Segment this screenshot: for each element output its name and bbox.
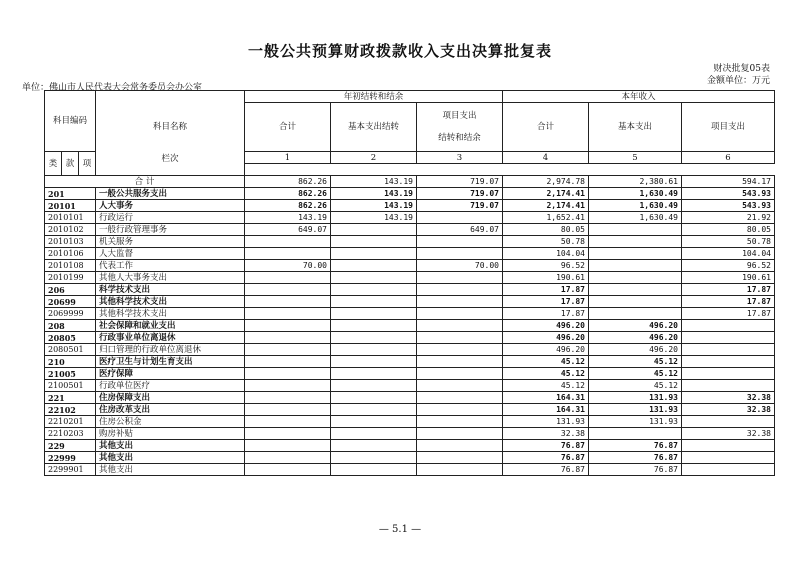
row-name: 社会保障和就业支出	[96, 320, 245, 332]
row-c4: 80.05	[503, 224, 589, 236]
row-name: 人大事务	[96, 200, 245, 212]
table-row	[45, 308, 775, 320]
header-col3: 3	[417, 152, 503, 164]
page-footer: — 5.1 —	[378, 524, 422, 535]
row-c6: 32.38	[682, 392, 775, 404]
row-c4: 131.93	[503, 416, 589, 428]
row-c4: 1,652.41	[503, 212, 589, 224]
row-c4: 96.52	[503, 260, 589, 272]
row-code: 2010103	[45, 236, 96, 248]
row-c1: 862.26	[245, 188, 331, 200]
header-subject-code: 科目编码	[45, 91, 96, 152]
row-c4: 17.87	[503, 308, 589, 320]
row-c2: 143.19	[331, 212, 417, 224]
row-c6: 17.87	[682, 308, 775, 320]
row-c6: 32.38	[682, 428, 775, 440]
row-c2: 143.19	[331, 188, 417, 200]
row-c6: 17.87	[682, 284, 775, 296]
total-c4: 2,974.78	[503, 176, 589, 188]
table-row	[45, 224, 775, 236]
row-c5: 131.93	[589, 392, 682, 404]
row-name: 住房保障支出	[96, 392, 245, 404]
header-project-carry-line2: 结转和结余	[438, 133, 481, 143]
row-c5: 496.20	[589, 320, 682, 332]
table-body	[45, 176, 775, 476]
header-lei: 类	[45, 152, 62, 176]
page-title: 一般公共预算财政拨款收入支出决算批复表	[247, 42, 552, 60]
row-c2	[331, 248, 417, 260]
header-group-current: 本年收入	[503, 91, 775, 103]
row-c1	[245, 308, 331, 320]
row-c3	[417, 380, 503, 392]
table-row	[45, 428, 775, 440]
row-c2	[331, 404, 417, 416]
row-c5: 131.93	[589, 404, 682, 416]
table-row	[45, 272, 775, 284]
total-c2: 143.19	[331, 176, 417, 188]
table-row	[45, 284, 775, 296]
row-c1	[245, 404, 331, 416]
table-row	[45, 404, 775, 416]
table-row	[45, 440, 775, 452]
row-c5: 131.93	[589, 416, 682, 428]
row-name: 人大监督	[96, 248, 245, 260]
header-col6: 6	[682, 152, 775, 164]
row-c3	[417, 284, 503, 296]
row-c2	[331, 320, 417, 332]
table-row	[45, 356, 775, 368]
row-c4: 496.20	[503, 344, 589, 356]
row-c6	[682, 356, 775, 368]
row-c4: 45.12	[503, 356, 589, 368]
row-name: 住房改革支出	[96, 404, 245, 416]
table-row	[45, 260, 775, 272]
row-c5	[589, 236, 682, 248]
table-row	[45, 368, 775, 380]
row-code: 20101	[45, 200, 96, 212]
row-c4: 32.38	[503, 428, 589, 440]
row-c5	[589, 296, 682, 308]
row-c3	[417, 428, 503, 440]
row-name: 机关服务	[96, 236, 245, 248]
row-code: 206	[45, 284, 96, 296]
header-subject-name: 科目名称	[96, 91, 245, 164]
row-c4: 76.87	[503, 464, 589, 476]
row-c1	[245, 368, 331, 380]
row-c3: 70.00	[417, 260, 503, 272]
table-row	[45, 236, 775, 248]
row-code: 2100501	[45, 380, 96, 392]
row-name: 购房补贴	[96, 428, 245, 440]
table-row	[45, 392, 775, 404]
row-c5: 45.12	[589, 380, 682, 392]
row-c1	[245, 248, 331, 260]
row-c2	[331, 356, 417, 368]
row-c4: 496.20	[503, 332, 589, 344]
row-name: 其他科学技术支出	[96, 296, 245, 308]
row-c3	[417, 452, 503, 464]
form-number: 财决批复05表	[713, 64, 770, 74]
row-code: 20699	[45, 296, 96, 308]
row-c2	[331, 452, 417, 464]
row-c4: 104.04	[503, 248, 589, 260]
row-c5	[589, 260, 682, 272]
header-lanci: 栏次	[96, 153, 245, 165]
row-c6: 96.52	[682, 260, 775, 272]
row-c1	[245, 344, 331, 356]
row-c5: 76.87	[589, 452, 682, 464]
row-c2	[331, 272, 417, 284]
row-c5	[589, 248, 682, 260]
row-c1	[245, 332, 331, 344]
row-c2	[331, 440, 417, 452]
row-c1	[245, 452, 331, 464]
row-c1	[245, 416, 331, 428]
row-c2	[331, 236, 417, 248]
row-c3	[417, 332, 503, 344]
row-c2	[331, 392, 417, 404]
row-c6	[682, 464, 775, 476]
row-c2	[331, 428, 417, 440]
row-c6: 190.61	[682, 272, 775, 284]
row-name: 医疗卫生与计划生育支出	[96, 356, 245, 368]
header-project-carry-line1: 项目支出	[442, 111, 477, 121]
table-row	[45, 452, 775, 464]
row-c3	[417, 212, 503, 224]
header-col2: 2	[331, 152, 417, 164]
row-c1	[245, 356, 331, 368]
row-name: 行政事业单位离退休	[96, 332, 245, 344]
total-row	[45, 176, 775, 188]
row-code: 2080501	[45, 344, 96, 356]
row-c6: 17.87	[682, 296, 775, 308]
row-c4: 496.20	[503, 320, 589, 332]
row-code: 208	[45, 320, 96, 332]
row-code: 2010102	[45, 224, 96, 236]
row-c4: 190.61	[503, 272, 589, 284]
row-name: 医疗保障	[96, 368, 245, 380]
table-header	[45, 91, 775, 176]
header-basic-expense: 基本支出	[589, 103, 682, 152]
row-c2	[331, 344, 417, 356]
row-c3	[417, 236, 503, 248]
row-c6	[682, 440, 775, 452]
row-c1: 862.26	[245, 200, 331, 212]
row-c5	[589, 428, 682, 440]
header-col1: 1	[245, 152, 331, 164]
row-code: 2210201	[45, 416, 96, 428]
row-c6	[682, 416, 775, 428]
row-name: 其他人大事务支出	[96, 272, 245, 284]
header-project-carry	[417, 103, 503, 152]
table-row	[45, 248, 775, 260]
row-c3	[417, 320, 503, 332]
row-code: 2299901	[45, 464, 96, 476]
row-c2	[331, 296, 417, 308]
row-c4: 45.12	[503, 368, 589, 380]
row-c4: 2,174.41	[503, 188, 589, 200]
row-c6	[682, 452, 775, 464]
table-row	[45, 296, 775, 308]
row-c3	[417, 404, 503, 416]
row-c4: 76.87	[503, 452, 589, 464]
row-c1	[245, 296, 331, 308]
row-c3: 719.07	[417, 188, 503, 200]
table-row	[45, 332, 775, 344]
row-c4: 17.87	[503, 296, 589, 308]
row-c1	[245, 284, 331, 296]
row-name: 归口管理的行政单位离退休	[96, 344, 245, 356]
row-c1	[245, 464, 331, 476]
row-code: 21005	[45, 368, 96, 380]
row-c2	[331, 332, 417, 344]
row-c6: 80.05	[682, 224, 775, 236]
row-code: 22999	[45, 452, 96, 464]
row-code: 201	[45, 188, 96, 200]
row-c3	[417, 416, 503, 428]
row-c3	[417, 368, 503, 380]
header-total2: 合计	[503, 103, 589, 152]
header-total: 合计	[245, 103, 331, 152]
row-code: 2210203	[45, 428, 96, 440]
row-c3	[417, 296, 503, 308]
row-c6: 32.38	[682, 404, 775, 416]
row-c1: 649.07	[245, 224, 331, 236]
row-c3	[417, 272, 503, 284]
row-c2	[331, 368, 417, 380]
table-row	[45, 200, 775, 212]
row-name: 其他科学技术支出	[96, 308, 245, 320]
table-row	[45, 344, 775, 356]
row-c3: 649.07	[417, 224, 503, 236]
row-c2	[331, 224, 417, 236]
row-c2: 143.19	[331, 200, 417, 212]
row-c4: 2,174.41	[503, 200, 589, 212]
header-col5: 5	[589, 152, 682, 164]
row-c6: 50.78	[682, 236, 775, 248]
row-name: 住房公积金	[96, 416, 245, 428]
row-c3	[417, 392, 503, 404]
header-basic-carry: 基本支出结转	[331, 103, 417, 152]
row-name: 一般行政管理事务	[96, 224, 245, 236]
row-c5: 45.12	[589, 356, 682, 368]
row-c5	[589, 224, 682, 236]
row-c5: 1,630.49	[589, 212, 682, 224]
row-code: 2010106	[45, 248, 96, 260]
row-c5	[589, 272, 682, 284]
row-name: 其他支出	[96, 440, 245, 452]
row-c5	[589, 284, 682, 296]
total-label: 合 计	[45, 176, 245, 188]
row-name: 科学技术支出	[96, 284, 245, 296]
row-c1: 70.00	[245, 260, 331, 272]
table-row	[45, 188, 775, 200]
row-code: 2069999	[45, 308, 96, 320]
row-c2	[331, 308, 417, 320]
row-c6	[682, 344, 775, 356]
total-c1: 862.26	[245, 176, 331, 188]
row-c6: 104.04	[682, 248, 775, 260]
table-row	[45, 320, 775, 332]
row-code: 2010199	[45, 272, 96, 284]
row-c6	[682, 380, 775, 392]
table-row	[45, 380, 775, 392]
row-c5: 45.12	[589, 368, 682, 380]
row-c6	[682, 320, 775, 332]
row-c4: 76.87	[503, 440, 589, 452]
total-c5: 2,380.61	[589, 176, 682, 188]
row-name: 一般公共服务支出	[96, 188, 245, 200]
row-name: 其他支出	[96, 452, 245, 464]
row-code: 229	[45, 440, 96, 452]
row-c2	[331, 416, 417, 428]
row-c4: 164.31	[503, 404, 589, 416]
row-c4: 17.87	[503, 284, 589, 296]
row-c3	[417, 308, 503, 320]
row-c2	[331, 284, 417, 296]
row-c1	[245, 236, 331, 248]
row-c3	[417, 464, 503, 476]
row-c4: 50.78	[503, 236, 589, 248]
row-c6: 543.93	[682, 200, 775, 212]
row-name: 代表工作	[96, 260, 245, 272]
budget-table	[44, 90, 775, 476]
row-c6: 21.92	[682, 212, 775, 224]
row-c1	[245, 392, 331, 404]
row-c1: 143.19	[245, 212, 331, 224]
row-c6: 543.93	[682, 188, 775, 200]
row-c2	[331, 464, 417, 476]
reporting-unit: 单位：佛山市人民代表大会常务委员会办公室	[22, 83, 203, 93]
row-c1	[245, 272, 331, 284]
row-c6	[682, 332, 775, 344]
total-c3: 719.07	[417, 176, 503, 188]
amount-unit: 金额单位：万元	[706, 76, 770, 86]
row-c3	[417, 356, 503, 368]
row-code: 210	[45, 356, 96, 368]
table-row	[45, 212, 775, 224]
header-group-opening: 年初结转和结余	[245, 91, 503, 103]
row-c5: 496.20	[589, 332, 682, 344]
row-c1	[245, 320, 331, 332]
row-c5	[589, 308, 682, 320]
row-code: 221	[45, 392, 96, 404]
row-c3	[417, 440, 503, 452]
row-code: 2010101	[45, 212, 96, 224]
row-name: 其他支出	[96, 464, 245, 476]
row-c1	[245, 380, 331, 392]
total-c6: 594.17	[682, 176, 775, 188]
row-c3: 719.07	[417, 200, 503, 212]
row-c2	[331, 380, 417, 392]
row-c3	[417, 248, 503, 260]
row-c5: 76.87	[589, 440, 682, 452]
row-c5: 76.87	[589, 464, 682, 476]
row-name: 行政运行	[96, 212, 245, 224]
row-code: 2010108	[45, 260, 96, 272]
table-row	[45, 464, 775, 476]
row-c5: 1,630.49	[589, 200, 682, 212]
header-col4: 4	[503, 152, 589, 164]
row-c1	[245, 440, 331, 452]
row-code: 22102	[45, 404, 96, 416]
row-c3	[417, 344, 503, 356]
row-c1	[245, 428, 331, 440]
row-c5: 496.20	[589, 344, 682, 356]
table-row	[45, 416, 775, 428]
row-code: 20805	[45, 332, 96, 344]
header-kuan: 款	[62, 152, 79, 176]
row-c6	[682, 368, 775, 380]
row-c5: 1,630.49	[589, 188, 682, 200]
header-project-expense: 项目支出	[682, 103, 775, 152]
row-c2	[331, 260, 417, 272]
header-xiang: 项	[79, 152, 96, 176]
row-name: 行政单位医疗	[96, 380, 245, 392]
row-c4: 164.31	[503, 392, 589, 404]
row-c4: 45.12	[503, 380, 589, 392]
